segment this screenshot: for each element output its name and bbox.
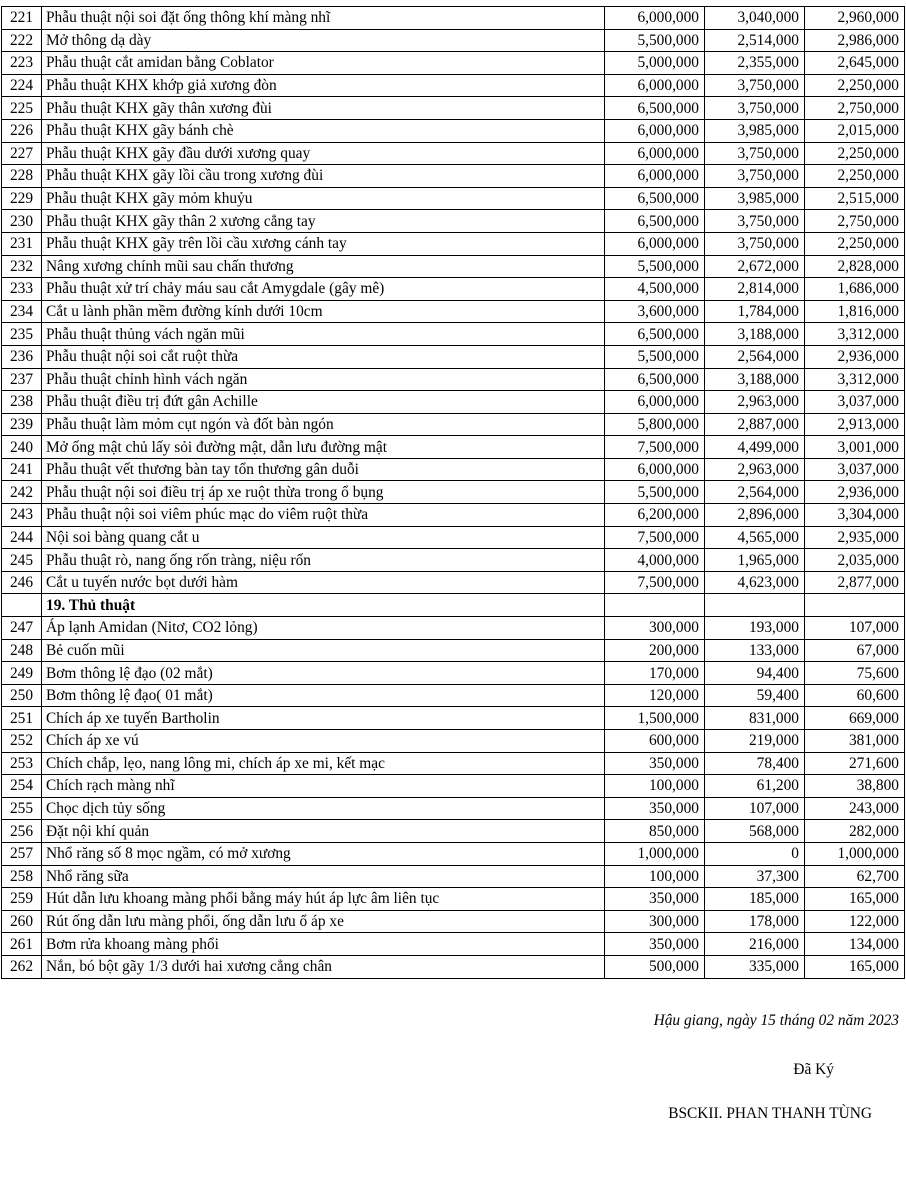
cell-name: Phẫu thuật nội soi điều trị áp xe ruột thừa trong ổ bụng (42, 481, 605, 504)
cell-name: Phẫu thuật KHX khớp giả xương đòn (42, 74, 605, 97)
table-row (2, 504, 905, 527)
cell-price-total: 7,500,000 (605, 526, 705, 549)
cell-price-total: 6,000,000 (605, 458, 705, 481)
cell-price-cost: 831,000 (705, 707, 805, 730)
cell-price-total: 6,000,000 (605, 74, 705, 97)
cell-price-cost: 59,400 (705, 684, 805, 707)
cell-price-diff: 1,000,000 (805, 842, 905, 865)
table-row (2, 549, 905, 572)
cell-stt: 246 (2, 571, 42, 594)
cell-price-cost: 78,400 (705, 752, 805, 775)
cell-price-diff: 2,936,000 (805, 345, 905, 368)
table-row (2, 391, 905, 414)
cell-price-diff (805, 594, 905, 617)
table-row (2, 526, 905, 549)
cell-stt: 229 (2, 187, 42, 210)
table-row (2, 278, 905, 301)
cell-name: Đặt nội khí quản (42, 820, 605, 843)
cell-price-cost: 4,623,000 (705, 571, 805, 594)
cell-price-total: 5,500,000 (605, 481, 705, 504)
cell-price-diff: 2,645,000 (805, 52, 905, 75)
cell-name: Phẫu thuật chỉnh hình vách ngăn (42, 368, 605, 391)
cell-stt: 221 (2, 7, 42, 30)
cell-price-cost: 1,784,000 (705, 300, 805, 323)
cell-price-diff: 107,000 (805, 617, 905, 640)
cell-price-total: 6,000,000 (605, 232, 705, 255)
cell-price-total: 300,000 (605, 617, 705, 640)
cell-price-cost: 216,000 (705, 933, 805, 956)
table-row (2, 571, 905, 594)
cell-name: Phẫu thuật vết thương bàn tay tổn thương gân duỗi (42, 458, 605, 481)
cell-price-cost: 2,672,000 (705, 255, 805, 278)
cell-price-diff: 122,000 (805, 910, 905, 933)
table-row (2, 481, 905, 504)
cell-stt: 252 (2, 730, 42, 753)
cell-price-cost: 3,750,000 (705, 97, 805, 120)
cell-stt: 244 (2, 526, 42, 549)
cell-price-diff: 3,037,000 (805, 458, 905, 481)
cell-stt: 226 (2, 119, 42, 142)
cell-name: Chích chắp, lẹo, nang lông mi, chích áp xe mi, kết mạc (42, 752, 605, 775)
cell-price-diff: 243,000 (805, 797, 905, 820)
cell-stt: 227 (2, 142, 42, 165)
cell-price-total: 5,000,000 (605, 52, 705, 75)
cell-stt: 255 (2, 797, 42, 820)
cell-name: Phẫu thuật xử trí chảy máu sau cắt Amygdale (gây mê) (42, 278, 605, 301)
cell-name: Bơm rửa khoang màng phổi (42, 933, 605, 956)
table-row (2, 142, 905, 165)
cell-price-cost: 3,188,000 (705, 368, 805, 391)
cell-price-diff: 1,686,000 (805, 278, 905, 301)
cell-price-total: 6,000,000 (605, 7, 705, 30)
table-row (2, 910, 905, 933)
cell-price-diff: 669,000 (805, 707, 905, 730)
cell-price-cost: 3,985,000 (705, 187, 805, 210)
cell-price-diff: 3,001,000 (805, 436, 905, 459)
cell-price-total: 100,000 (605, 865, 705, 888)
cell-stt: 228 (2, 165, 42, 188)
cell-stt: 224 (2, 74, 42, 97)
cell-stt: 245 (2, 549, 42, 572)
table-row (2, 458, 905, 481)
cell-stt: 249 (2, 662, 42, 685)
cell-name: Nhổ răng sữa (42, 865, 605, 888)
price-table (1, 6, 905, 979)
cell-stt: 248 (2, 639, 42, 662)
cell-stt: 237 (2, 368, 42, 391)
cell-price-total: 6,500,000 (605, 97, 705, 120)
cell-stt: 253 (2, 752, 42, 775)
cell-price-diff: 271,600 (805, 752, 905, 775)
table-row (2, 955, 905, 978)
cell-price-cost: 3,750,000 (705, 142, 805, 165)
cell-name: Phẫu thuật thủng vách ngăn mũi (42, 323, 605, 346)
cell-price-total: 7,500,000 (605, 571, 705, 594)
signer-name: BSCKII. PHAN THANH TÙNG (668, 1105, 872, 1122)
cell-price-cost: 107,000 (705, 797, 805, 820)
cell-price-cost: 2,814,000 (705, 278, 805, 301)
cell-stt: 262 (2, 955, 42, 978)
cell-price-total: 600,000 (605, 730, 705, 753)
cell-price-diff: 75,600 (805, 662, 905, 685)
cell-price-total: 850,000 (605, 820, 705, 843)
cell-price-cost: 2,896,000 (705, 504, 805, 527)
cell-price-total: 3,600,000 (605, 300, 705, 323)
cell-stt: 230 (2, 210, 42, 233)
cell-price-diff: 2,250,000 (805, 142, 905, 165)
cell-price-diff: 60,600 (805, 684, 905, 707)
cell-price-total: 350,000 (605, 797, 705, 820)
cell-name: Phẫu thuật nội soi đặt ống thông khí màng nhĩ (42, 7, 605, 30)
cell-price-cost: 94,400 (705, 662, 805, 685)
cell-stt: 223 (2, 52, 42, 75)
cell-price-cost: 568,000 (705, 820, 805, 843)
cell-price-cost: 2,564,000 (705, 481, 805, 504)
cell-name: Phẫu thuật KHX gãy trên lồi cầu xương cánh tay (42, 232, 605, 255)
table-row (2, 639, 905, 662)
cell-price-cost: 2,564,000 (705, 345, 805, 368)
table-row (2, 775, 905, 798)
cell-price-cost: 2,514,000 (705, 29, 805, 52)
cell-price-total: 350,000 (605, 752, 705, 775)
cell-price-cost (705, 594, 805, 617)
table-row (2, 74, 905, 97)
cell-stt: 232 (2, 255, 42, 278)
cell-price-cost: 3,040,000 (705, 7, 805, 30)
table-row (2, 662, 905, 685)
cell-price-diff: 2,828,000 (805, 255, 905, 278)
cell-price-diff: 2,250,000 (805, 232, 905, 255)
cell-price-diff: 381,000 (805, 730, 905, 753)
cell-price-total: 6,500,000 (605, 323, 705, 346)
cell-price-total: 6,000,000 (605, 119, 705, 142)
cell-name: Phẫu thuật KHX gãy mỏm khuỷu (42, 187, 605, 210)
cell-price-diff: 165,000 (805, 888, 905, 911)
table-row (2, 323, 905, 346)
cell-price-total: 6,500,000 (605, 368, 705, 391)
cell-name: 19. Thủ thuật (42, 594, 605, 617)
cell-price-total: 6,000,000 (605, 165, 705, 188)
table-row (2, 232, 905, 255)
table-row (2, 730, 905, 753)
cell-price-cost: 3,750,000 (705, 165, 805, 188)
price-table-body (2, 7, 905, 979)
table-row (2, 255, 905, 278)
cell-price-cost: 3,188,000 (705, 323, 805, 346)
cell-price-diff: 2,250,000 (805, 74, 905, 97)
cell-name: Phẫu thuật KHX gãy đầu dưới xương quay (42, 142, 605, 165)
cell-price-total: 6,000,000 (605, 391, 705, 414)
table-row (2, 617, 905, 640)
cell-price-diff: 2,913,000 (805, 413, 905, 436)
cell-price-total: 350,000 (605, 888, 705, 911)
cell-name: Phẫu thuật điều trị đứt gân Achille (42, 391, 605, 414)
cell-stt: 239 (2, 413, 42, 436)
cell-name: Bơm thông lệ đạo( 01 mắt) (42, 684, 605, 707)
cell-stt: 242 (2, 481, 42, 504)
cell-stt: 250 (2, 684, 42, 707)
cell-price-diff: 62,700 (805, 865, 905, 888)
cell-price-diff: 2,935,000 (805, 526, 905, 549)
cell-price-cost: 1,965,000 (705, 549, 805, 572)
cell-stt: 234 (2, 300, 42, 323)
table-row (2, 820, 905, 843)
cell-name: Rút ống dẫn lưu màng phổi, ống dẫn lưu ổ áp xe (42, 910, 605, 933)
cell-price-diff: 38,800 (805, 775, 905, 798)
cell-stt (2, 594, 42, 617)
cell-price-cost: 133,000 (705, 639, 805, 662)
table-row (2, 52, 905, 75)
cell-price-cost: 3,750,000 (705, 232, 805, 255)
cell-price-cost: 193,000 (705, 617, 805, 640)
cell-stt: 241 (2, 458, 42, 481)
cell-name: Phẫu thuật KHX gãy lồi cầu trong xương đùi (42, 165, 605, 188)
table-row (2, 865, 905, 888)
cell-name: Phẫu thuật cắt amidan bằng Coblator (42, 52, 605, 75)
cell-price-diff: 3,304,000 (805, 504, 905, 527)
cell-name: Chích áp xe tuyến Bartholin (42, 707, 605, 730)
cell-name: Nhổ răng số 8 mọc ngầm, có mở xương (42, 842, 605, 865)
table-row (2, 413, 905, 436)
table-row (2, 345, 905, 368)
cell-name: Phẫu thuật KHX gãy bánh chè (42, 119, 605, 142)
table-row (2, 797, 905, 820)
cell-price-diff: 2,750,000 (805, 97, 905, 120)
cell-price-diff: 2,250,000 (805, 165, 905, 188)
table-row (2, 436, 905, 459)
cell-stt: 225 (2, 97, 42, 120)
cell-price-total: 4,500,000 (605, 278, 705, 301)
section-row (2, 594, 905, 617)
cell-stt: 257 (2, 842, 42, 865)
cell-price-cost: 4,499,000 (705, 436, 805, 459)
cell-price-total: 5,500,000 (605, 345, 705, 368)
cell-price-diff: 3,037,000 (805, 391, 905, 414)
cell-price-diff: 3,312,000 (805, 323, 905, 346)
place-date: Hậu giang, ngày 15 tháng 02 năm 2023 (653, 1012, 899, 1029)
cell-price-total: 170,000 (605, 662, 705, 685)
table-row (2, 752, 905, 775)
cell-price-cost: 2,963,000 (705, 458, 805, 481)
cell-price-cost: 185,000 (705, 888, 805, 911)
cell-name: Chọc dịch tủy sống (42, 797, 605, 820)
cell-stt: 260 (2, 910, 42, 933)
cell-name: Cắt u tuyến nước bọt dưới hàm (42, 571, 605, 594)
cell-price-diff: 2,877,000 (805, 571, 905, 594)
cell-price-total: 350,000 (605, 933, 705, 956)
cell-stt: 243 (2, 504, 42, 527)
cell-stt: 222 (2, 29, 42, 52)
cell-price-diff: 2,015,000 (805, 119, 905, 142)
cell-stt: 240 (2, 436, 42, 459)
cell-price-diff: 282,000 (805, 820, 905, 843)
cell-price-total: 6,000,000 (605, 142, 705, 165)
table-row (2, 933, 905, 956)
cell-price-total: 7,500,000 (605, 436, 705, 459)
table-row (2, 210, 905, 233)
cell-price-total: 5,500,000 (605, 255, 705, 278)
cell-price-diff: 2,750,000 (805, 210, 905, 233)
table-row (2, 300, 905, 323)
cell-stt: 251 (2, 707, 42, 730)
cell-name: Bơm thông lệ đạo (02 mắt) (42, 662, 605, 685)
cell-name: Phẫu thuật nội soi cắt ruột thừa (42, 345, 605, 368)
cell-price-cost: 2,963,000 (705, 391, 805, 414)
cell-stt: 247 (2, 617, 42, 640)
cell-price-diff: 2,986,000 (805, 29, 905, 52)
cell-price-total: 6,200,000 (605, 504, 705, 527)
table-row (2, 7, 905, 30)
table-row (2, 97, 905, 120)
cell-price-total: 4,000,000 (605, 549, 705, 572)
cell-name: Phẫu thuật làm mỏm cụt ngón và đốt bàn ngón (42, 413, 605, 436)
table-row (2, 187, 905, 210)
cell-price-cost: 219,000 (705, 730, 805, 753)
cell-name: Phẫu thuật KHX gãy thân 2 xương cẳng tay (42, 210, 605, 233)
cell-price-cost: 2,887,000 (705, 413, 805, 436)
cell-stt: 258 (2, 865, 42, 888)
cell-price-cost: 0 (705, 842, 805, 865)
cell-stt: 261 (2, 933, 42, 956)
cell-price-diff: 67,000 (805, 639, 905, 662)
cell-price-diff: 134,000 (805, 933, 905, 956)
cell-price-total: 5,500,000 (605, 29, 705, 52)
cell-price-cost: 335,000 (705, 955, 805, 978)
cell-name: Phẫu thuật rò, nang ống rốn tràng, niệu rốn (42, 549, 605, 572)
cell-price-diff: 2,936,000 (805, 481, 905, 504)
cell-name: Chích áp xe vú (42, 730, 605, 753)
cell-name: Nắn, bó bột gãy 1/3 dưới hai xương cẳng chân (42, 955, 605, 978)
table-row (2, 29, 905, 52)
cell-name: Mở thông dạ dày (42, 29, 605, 52)
cell-price-total: 300,000 (605, 910, 705, 933)
cell-price-total: 6,500,000 (605, 210, 705, 233)
cell-price-diff: 2,035,000 (805, 549, 905, 572)
cell-price-diff: 2,515,000 (805, 187, 905, 210)
cell-name: Phẫu thuật KHX gãy thân xương đùi (42, 97, 605, 120)
table-row (2, 707, 905, 730)
table-row (2, 684, 905, 707)
cell-name: Áp lạnh Amidan (Nitơ, CO2 lỏng) (42, 617, 605, 640)
cell-price-cost: 3,750,000 (705, 74, 805, 97)
cell-price-diff: 1,816,000 (805, 300, 905, 323)
table-row (2, 842, 905, 865)
cell-stt: 231 (2, 232, 42, 255)
cell-price-cost: 37,300 (705, 865, 805, 888)
cell-price-total (605, 594, 705, 617)
table-row (2, 888, 905, 911)
cell-stt: 238 (2, 391, 42, 414)
cell-stt: 254 (2, 775, 42, 798)
cell-stt: 259 (2, 888, 42, 911)
cell-price-cost: 178,000 (705, 910, 805, 933)
cell-stt: 256 (2, 820, 42, 843)
table-row (2, 165, 905, 188)
cell-stt: 233 (2, 278, 42, 301)
cell-price-diff: 165,000 (805, 955, 905, 978)
cell-price-cost: 3,750,000 (705, 210, 805, 233)
cell-stt: 235 (2, 323, 42, 346)
cell-price-total: 6,500,000 (605, 187, 705, 210)
cell-name: Phẫu thuật nội soi viêm phúc mạc do viêm ruột thừa (42, 504, 605, 527)
cell-price-cost: 4,565,000 (705, 526, 805, 549)
cell-name: Hút dẫn lưu khoang màng phổi bằng máy hút áp lực âm liên tục (42, 888, 605, 911)
cell-price-diff: 3,312,000 (805, 368, 905, 391)
cell-name: Nâng xương chính mũi sau chấn thương (42, 255, 605, 278)
cell-price-cost: 61,200 (705, 775, 805, 798)
cell-price-total: 1,500,000 (605, 707, 705, 730)
cell-name: Nội soi bàng quang cắt u (42, 526, 605, 549)
cell-price-total: 1,000,000 (605, 842, 705, 865)
cell-stt: 236 (2, 345, 42, 368)
cell-name: Bẻ cuốn mũi (42, 639, 605, 662)
cell-price-total: 100,000 (605, 775, 705, 798)
signed-note: Đã Ký (793, 1061, 834, 1078)
cell-price-cost: 2,355,000 (705, 52, 805, 75)
table-row (2, 119, 905, 142)
cell-name: Chích rạch màng nhĩ (42, 775, 605, 798)
cell-price-diff: 2,960,000 (805, 7, 905, 30)
cell-price-total: 200,000 (605, 639, 705, 662)
table-row (2, 368, 905, 391)
cell-name: Mở ống mật chủ lấy sỏi đường mật, dẫn lưu đường mật (42, 436, 605, 459)
cell-name: Cắt u lành phần mềm đường kính dưới 10cm (42, 300, 605, 323)
cell-price-total: 5,800,000 (605, 413, 705, 436)
cell-price-total: 120,000 (605, 684, 705, 707)
cell-price-total: 500,000 (605, 955, 705, 978)
cell-price-cost: 3,985,000 (705, 119, 805, 142)
